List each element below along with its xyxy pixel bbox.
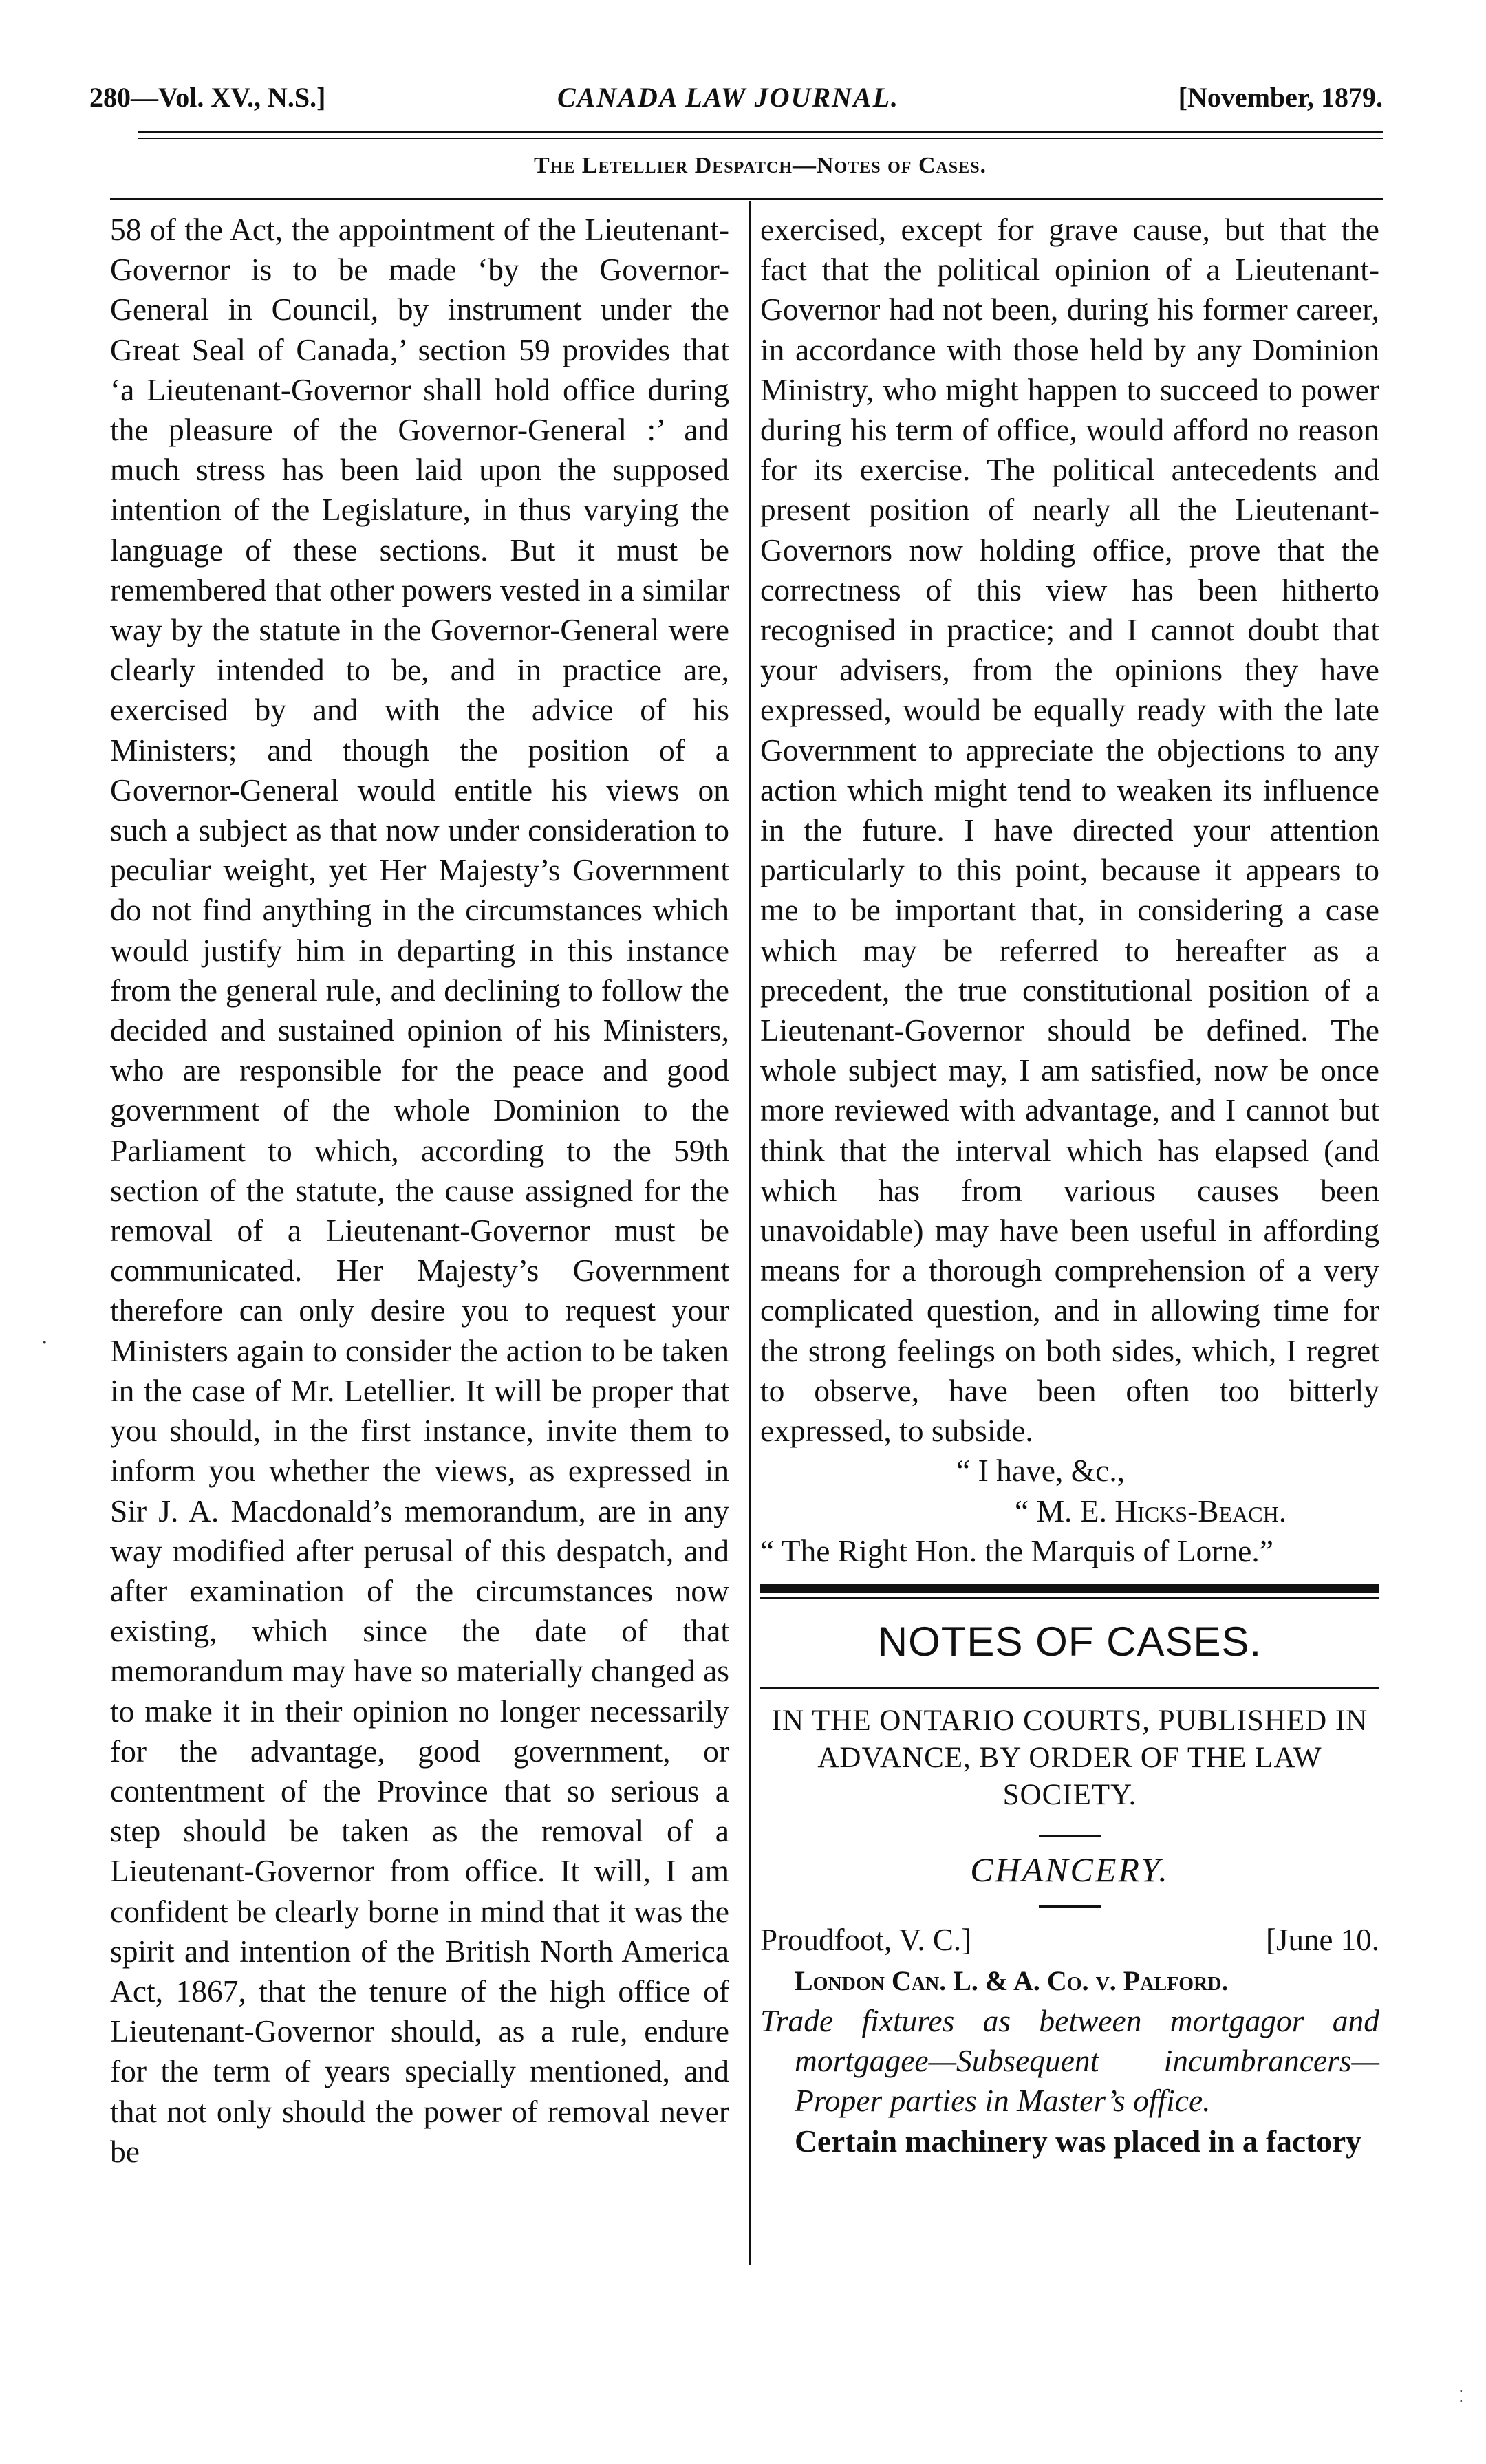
right-column-text: exercised, except for grave cause, but that the fact that the political opinion of a Lieutenant-Governor had not been, during his former career, in accordance with those held by any Dominion Ministry, who might happen to succeed to power during his term of office, would afford no reason for its exercise. The political antecedents and present position of nearly all the Lieutenant-Governors now holding office, prove that the correctness of this view has been hitherto recognised in practice; and I cannot doubt that your advisers, from the opinions they have expressed, would be equally ready with the late Government to appreciate the objections to any action which might tend to weaken its influence in the future. I have directed your attention particularly to this point, because it appears to me to be important that, in considering a case which may be referred to hereafter as a precedent, the true constitutional position of a Lieutenant-Governor should be defined. The whole subject may, I am satisfied, now be once more reviewed with advantage, and I cannot but think that the interval which has elapsed (and which has from various causes been unavoidable) may have been useful in affording means for a thorough comprehension of a very complicated question, and in allowing time for the strong feelings on both sides, which, I regret to observe, have been often too bitterly expressed, to subside. xyxy=(760,212,1379,1449)
case-name: London Can. L. & A. Co. v. Palford. xyxy=(795,1965,1229,1996)
header-rule-bottom xyxy=(138,138,1383,139)
margin-dot-mark: · xyxy=(41,1331,48,1355)
column-divider xyxy=(749,201,751,2265)
case-body-first-line: Certain machinery was placed in a factory xyxy=(795,2123,1361,2159)
running-header xyxy=(89,74,1383,122)
court-heading: CHANCERY. xyxy=(970,1850,1170,1889)
signoff-have: “ I have, &c., xyxy=(956,1453,1126,1489)
section-title: The Letellier Despatch—Notes of Cases. xyxy=(533,153,987,178)
case-headnote: Trade fixtures as between mortgagor and mortgagee—Subsequent incumbrancers—Proper parties in Master’s office. xyxy=(760,2002,1379,2119)
signoff-signature: “ M. E. Hicks-Beach. xyxy=(1015,1493,1287,1528)
short-rule-bottom xyxy=(1039,1905,1101,1908)
signoff-addressee: “ The Right Hon. the Marquis of Lorne.” xyxy=(760,1533,1273,1568)
section-rule xyxy=(110,198,1383,200)
case-judge: Proudfoot, V. C.] xyxy=(760,1922,972,1957)
issue-date: [November, 1879. xyxy=(1178,82,1383,113)
edge-speck: ⁚ xyxy=(1458,2387,1464,2406)
journal-title: CANADA LAW JOURNAL. xyxy=(557,82,900,113)
header-rule-top xyxy=(138,131,1383,133)
notes-subheading: IN THE ONTARIO COURTS, PUBLISHED IN ADVANCE, BY ORDER OF THE LAW SOCIETY. xyxy=(771,1704,1368,1811)
notes-heading-rule xyxy=(760,1687,1379,1689)
case-date: [June 10. xyxy=(1266,1922,1379,1957)
left-column xyxy=(110,210,729,2172)
left-column-text: 58 of the Act, the appointment of the Lieutenant-Governor is to be made ‘by the Governor-General in Council, by instrument under the Great Seal of Canada,’ section 59 provides that ‘a Lieutenant-Governor shall hold office during the pleasure of the Governor-General :’ and much stress has been laid upon the supposed intention of the Legislature, in thus varying the language of these sections. But it must be remembered that other powers vested in a similar way by the statute in the Governor-General were clearly intended to be, and in practice are, exercised by and with the advice of his Ministers; and though the position of a Governor-General would entitle his views on such a subject as that now under consideration to peculiar weight, yet Her Majesty’s Government do not find anything in the circumstances which would justify him in departing in this instance from the general rule, and declining to follow the decided and sustained opinion of his Ministers, who are responsible for the peace and good government of the whole Dominion to the Parliament to which, according to the 59th section of the statute, the cause assigned for the removal of a Lieutenant-Governor must be communicated. Her Majesty’s Government therefore can only desire you to request your Ministers again to consider the action to be taken in the case of Mr. Letellier. It will be proper that you should, in the first instance, invite them to inform you whether the views, as expressed in Sir J. A. Macdonald’s memorandum, are in any way modified after perusal of this despatch, and after examination of the circumstances now existing, which since the date of that memorandum may have so materially changed as to make it in their opinion no longer necessarily for the advantage, good government, or contentment of the Province that so serious a step should be taken as the removal of a Lieutenant-Governor from office. It will, I am confident be clearly borne in mind that it was the spirit and intention of the British North America Act, 1867, that the tenure of the high office of Lieutenant-Governor should, as a rule, endure for the term of years specially mentioned, and that not only should the power of removal never be xyxy=(110,212,729,2169)
case-judge-date-line xyxy=(760,1920,1379,1960)
section-break-thick-rule xyxy=(760,1584,1379,1593)
short-rule-top xyxy=(1039,1835,1101,1837)
notes-of-cases-heading: NOTES OF CASES. xyxy=(877,1618,1262,1665)
right-column xyxy=(760,210,1379,2161)
page-volume-label: 280—Vol. XV., N.S.] xyxy=(89,82,326,113)
section-break-thin-rule xyxy=(760,1597,1379,1599)
